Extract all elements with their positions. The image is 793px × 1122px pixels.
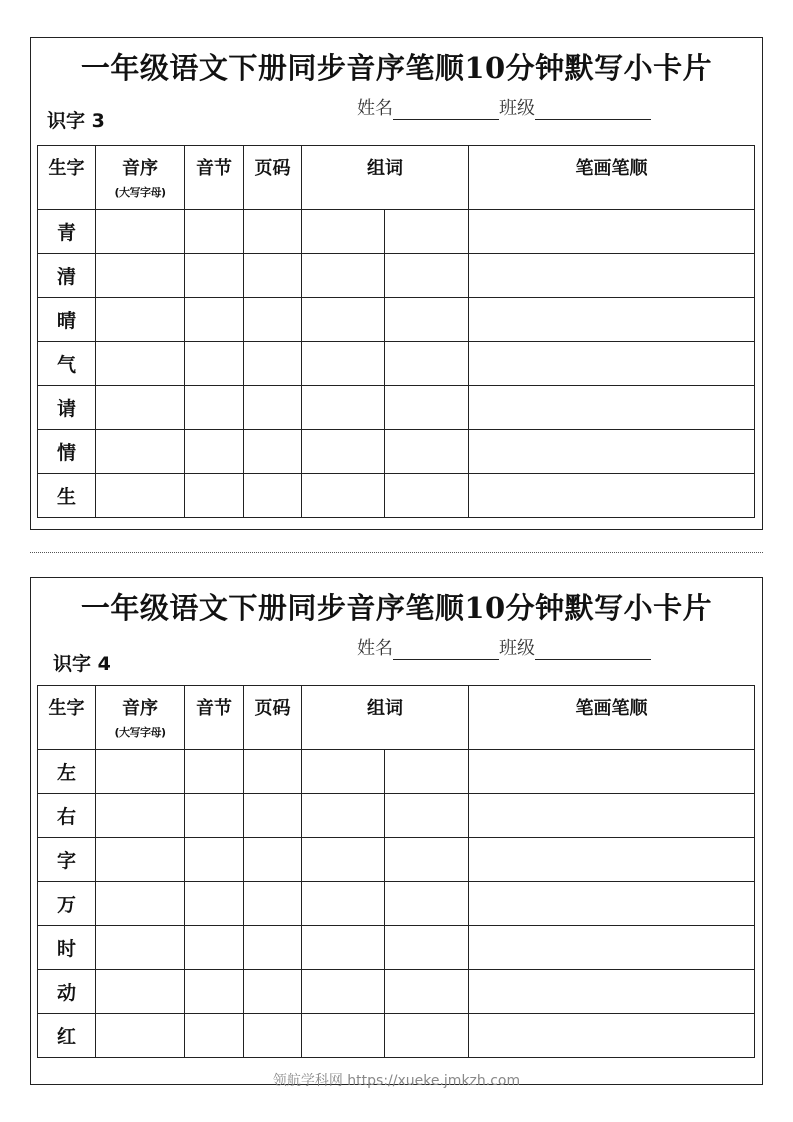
char-cell: 生	[38, 474, 96, 518]
char-cell: 请	[38, 386, 96, 430]
name-label: 姓名	[357, 98, 393, 119]
syllable-cell[interactable]	[185, 750, 244, 794]
page-cell[interactable]	[244, 794, 302, 838]
strokes-cell[interactable]	[469, 298, 755, 342]
syllable-cell[interactable]	[185, 474, 244, 518]
syllable-cell[interactable]	[185, 838, 244, 882]
syllable-cell[interactable]	[185, 254, 244, 298]
syllable-cell[interactable]	[185, 970, 244, 1014]
table-row	[38, 254, 755, 298]
word-cell-1[interactable]	[302, 254, 385, 298]
lesson-label: 识字 4	[53, 653, 111, 675]
order-cell[interactable]	[96, 926, 185, 970]
word-cell-1[interactable]	[302, 474, 385, 518]
word-cell-1[interactable]	[302, 298, 385, 342]
order-cell[interactable]	[96, 838, 185, 882]
table-row	[38, 794, 755, 838]
order-cell[interactable]	[96, 210, 185, 254]
dictation-card-2	[30, 577, 763, 1085]
word-cell-1[interactable]	[302, 430, 385, 474]
order-cell[interactable]	[96, 1014, 185, 1058]
col-header-syllable: 音节	[185, 686, 244, 750]
page-cell[interactable]	[244, 298, 302, 342]
word-cell-2[interactable]	[385, 342, 469, 386]
char-cell: 晴	[38, 298, 96, 342]
order-cell[interactable]	[96, 970, 185, 1014]
table-body	[38, 210, 755, 518]
char-cell: 右	[38, 794, 96, 838]
page-cell[interactable]	[244, 926, 302, 970]
char-cell: 气	[38, 342, 96, 386]
syllable-cell[interactable]	[185, 926, 244, 970]
table-row	[38, 210, 755, 254]
strokes-cell[interactable]	[469, 1014, 755, 1058]
page-cell[interactable]	[244, 1014, 302, 1058]
syllable-cell[interactable]	[185, 342, 244, 386]
table-header-row	[38, 686, 755, 750]
table-header-row	[38, 146, 755, 210]
order-cell[interactable]	[96, 430, 185, 474]
cut-line	[30, 552, 763, 553]
char-cell: 清	[38, 254, 96, 298]
page-cell[interactable]	[244, 970, 302, 1014]
char-cell: 情	[38, 430, 96, 474]
word-cell-1[interactable]	[302, 1014, 385, 1058]
order-cell[interactable]	[96, 254, 185, 298]
word-cell-2[interactable]	[385, 926, 469, 970]
char-cell: 红	[38, 1014, 96, 1058]
word-cell-2[interactable]	[385, 386, 469, 430]
col-header-char: 生字	[38, 146, 96, 210]
page-cell[interactable]	[244, 882, 302, 926]
char-cell: 字	[38, 838, 96, 882]
col-header-char: 生字	[38, 686, 96, 750]
table-row	[38, 926, 755, 970]
word-cell-1[interactable]	[302, 386, 385, 430]
word-cell-1[interactable]	[302, 750, 385, 794]
order-cell[interactable]	[96, 386, 185, 430]
name-class-row	[357, 94, 651, 120]
word-cell-2[interactable]	[385, 1014, 469, 1058]
word-cell-1[interactable]	[302, 342, 385, 386]
col-header-words: 组词	[302, 686, 469, 750]
order-cell[interactable]	[96, 298, 185, 342]
table-row	[38, 1014, 755, 1058]
syllable-cell[interactable]	[185, 882, 244, 926]
col-header-page: 页码	[244, 146, 302, 210]
word-cell-1[interactable]	[302, 210, 385, 254]
word-cell-2[interactable]	[385, 882, 469, 926]
page-cell[interactable]	[244, 838, 302, 882]
word-cell-2[interactable]	[385, 298, 469, 342]
table-row	[38, 474, 755, 518]
word-cell-2[interactable]	[385, 430, 469, 474]
table-row	[38, 386, 755, 430]
class-label: 班级	[499, 98, 535, 119]
order-note: (大写字母)	[114, 186, 166, 199]
table-row	[38, 882, 755, 926]
char-cell: 动	[38, 970, 96, 1014]
word-cell-1[interactable]	[302, 794, 385, 838]
col-header-words: 组词	[302, 146, 469, 210]
word-cell-2[interactable]	[385, 794, 469, 838]
table-row	[38, 838, 755, 882]
word-cell-1[interactable]	[302, 926, 385, 970]
name-blank[interactable]	[393, 99, 499, 120]
word-cell-2[interactable]	[385, 474, 469, 518]
dictation-card-1	[30, 37, 763, 530]
strokes-cell[interactable]	[469, 882, 755, 926]
char-cell: 时	[38, 926, 96, 970]
word-cell-1[interactable]	[302, 838, 385, 882]
card-title: 一年级语文下册同步音序笔顺10分钟默写小卡片	[80, 591, 713, 625]
strokes-cell[interactable]	[469, 474, 755, 518]
strokes-cell[interactable]	[469, 210, 755, 254]
dictation-table	[37, 145, 755, 518]
name-class-row	[357, 634, 651, 660]
order-note: (大写字母)	[114, 726, 166, 739]
strokes-cell[interactable]	[469, 386, 755, 430]
page-cell[interactable]	[244, 210, 302, 254]
char-cell: 青	[38, 210, 96, 254]
syllable-cell[interactable]	[185, 1014, 244, 1058]
syllable-cell[interactable]	[185, 430, 244, 474]
name-blank[interactable]	[393, 639, 499, 660]
strokes-cell[interactable]	[469, 254, 755, 298]
strokes-cell[interactable]	[469, 970, 755, 1014]
strokes-cell[interactable]	[469, 926, 755, 970]
table-row	[38, 342, 755, 386]
syllable-cell[interactable]	[185, 298, 244, 342]
page-cell[interactable]	[244, 430, 302, 474]
col-header-order: 音序 (大写字母)	[96, 146, 185, 210]
syllable-cell[interactable]	[185, 794, 244, 838]
order-cell[interactable]	[96, 882, 185, 926]
col-header-order: 音序 (大写字母)	[96, 686, 185, 750]
syllable-cell[interactable]	[185, 210, 244, 254]
page-cell[interactable]	[244, 474, 302, 518]
table-row	[38, 298, 755, 342]
char-cell: 左	[38, 750, 96, 794]
class-blank[interactable]	[535, 639, 651, 660]
table-body	[38, 750, 755, 1058]
page-cell[interactable]	[244, 342, 302, 386]
word-cell-2[interactable]	[385, 210, 469, 254]
strokes-cell[interactable]	[469, 838, 755, 882]
name-label: 姓名	[357, 638, 393, 659]
word-cell-1[interactable]	[302, 970, 385, 1014]
page-cell[interactable]	[244, 750, 302, 794]
word-cell-2[interactable]	[385, 838, 469, 882]
col-header-syllable: 音节	[185, 146, 244, 210]
dictation-table	[37, 685, 755, 1058]
char-cell: 万	[38, 882, 96, 926]
col-header-strokes: 笔画笔顺	[469, 686, 755, 750]
strokes-cell[interactable]	[469, 430, 755, 474]
page-cell[interactable]	[244, 386, 302, 430]
table-row	[38, 430, 755, 474]
word-cell-2[interactable]	[385, 970, 469, 1014]
order-cell[interactable]	[96, 794, 185, 838]
class-label: 班级	[499, 638, 535, 659]
strokes-cell[interactable]	[469, 750, 755, 794]
order-cell[interactable]	[96, 342, 185, 386]
table-row	[38, 970, 755, 1014]
col-header-page: 页码	[244, 686, 302, 750]
strokes-cell[interactable]	[469, 342, 755, 386]
syllable-cell[interactable]	[185, 386, 244, 430]
order-cell[interactable]	[96, 750, 185, 794]
card-title: 一年级语文下册同步音序笔顺10分钟默写小卡片	[80, 51, 713, 85]
page-cell[interactable]	[244, 254, 302, 298]
footer-watermark: 领航学科网 https://xueke.jmkzh.com	[272, 1073, 521, 1089]
class-blank[interactable]	[535, 99, 651, 120]
word-cell-2[interactable]	[385, 254, 469, 298]
strokes-cell[interactable]	[469, 794, 755, 838]
order-cell[interactable]	[96, 474, 185, 518]
lesson-label: 识字 3	[47, 110, 105, 132]
table-row	[38, 750, 755, 794]
col-header-strokes: 笔画笔顺	[469, 146, 755, 210]
word-cell-2[interactable]	[385, 750, 469, 794]
word-cell-1[interactable]	[302, 882, 385, 926]
